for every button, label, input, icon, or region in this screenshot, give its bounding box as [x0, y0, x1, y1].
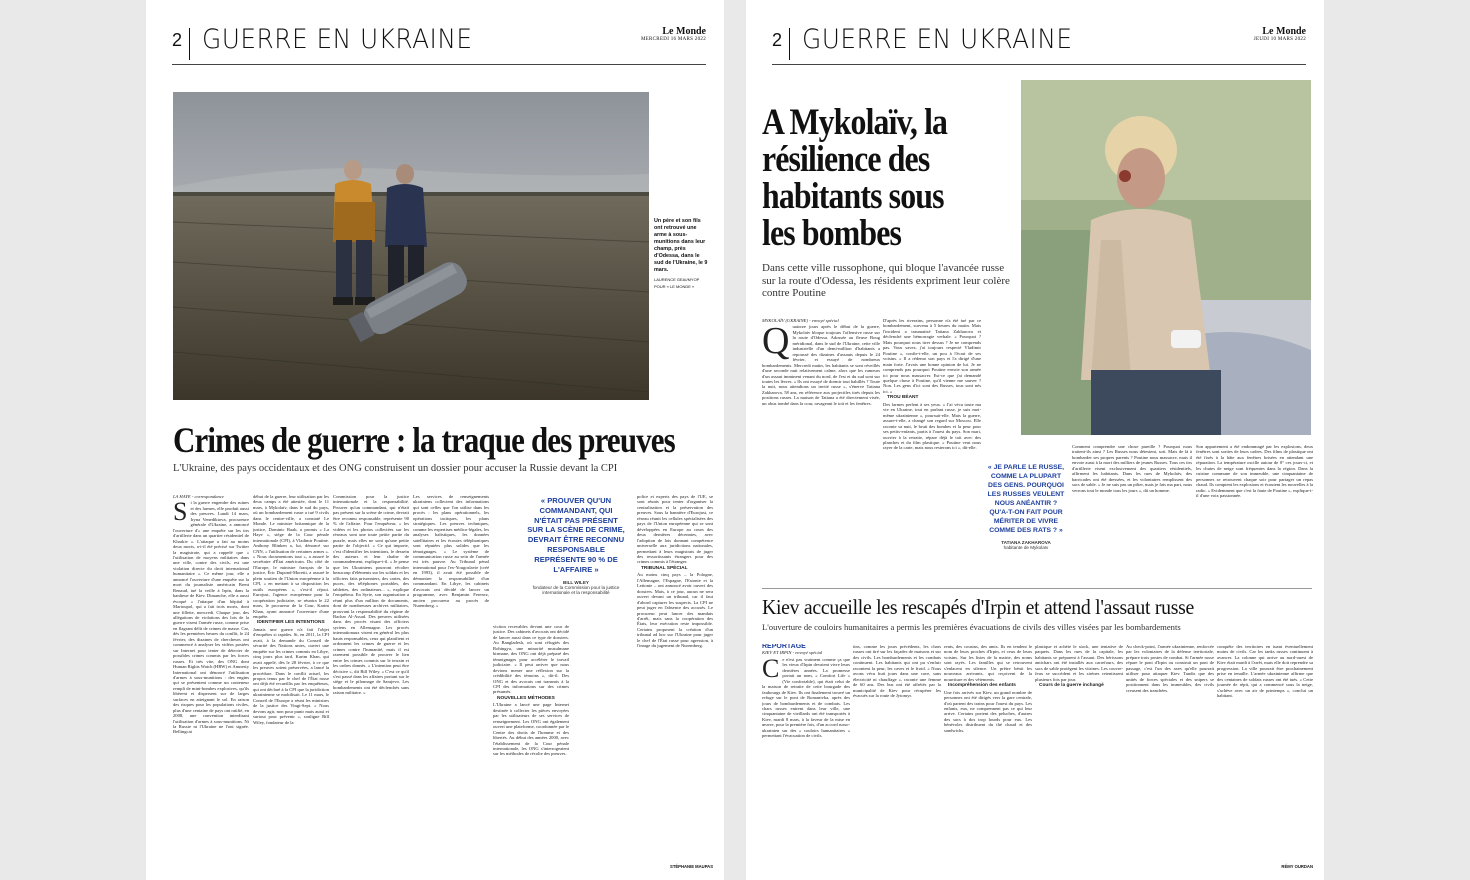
- body-text: e n'est pas vraiment comme ça que les vieux d'Irpin devaient vivre leurs dernières années. La promesse portait un nom, « Comfort Life » (Vie confortable), qui était celui de la maison de retraite de cette bourgade des faubourgs de Kiev. Ils ont finalement trouvé un refuge sur le pont de Romanivka, après des jours de bombardements et de combats. Les chars russes entrent dans leur ville, une cinquantaine de vieillards ont été transportés à Kiev, mardi 8 mars, à la faveur de la mise en œuvre, pour la première fois, d'un accord russo-ukrainien sur des « couloirs humanitaires » permettant l'évacuation de civils.: [762, 656, 850, 739]
- body-text: i la guerre engendre des ruines et des larmes, elle produit aussi des preuves. Lundi 14 mars, Iryna Venediktova, procureure générale d'Ukraine, a annoncé l'ouverture d'« une enquête sur les tirs d'artillerie dans un quartier résidentiel de Kharkiv ». L'attaque a fait au moins deux morts, a-t-il été précisé sur Twitter la magistrate, qui a rappelé que « l'utilisation de moyens militaires dans une ville, contre des civils, est une violation directe du droit international humanitaire ». Ce même jour, elle a annoncé l'ouverture d'une enquête sur la mort du journaliste américain Brent Renaud, tué la veille à Irpin, dans la banlieue de Kiev. Dimanche, elle a aussi évoqué « l'attaque d'un hôpital à Marioupol, qui a fait trois morts, dont une fillette, mercredi. Chaque jour, des allégations de violations des lois de la guerre visent l'armée russe, comme prise en flagrant délit de crimes de masse. Car, dès les premières heures du conflit, le 24 février, des dizaines de chercheurs ont commencé à analyser les vidéos postées sur Internet pour tenter de détecter de possibles crimes commis par les forces russes. Et très vite, des ONG dont Human Rights Watch (HRW) et Amnesty International ont dénoncé l'utilisation d'armes à sous-munitions : des engins qui se présentent comme un conteneur rempli de mini-bombes explosives, qu'ils libèrent et dispersent sur de larges surfaces en atteignant le sol. En raison des risques pour les populations civiles, plus d'une centaine de pays ont ratifié, en 2008, une convention interdisant l'utilisation d'armes à sous-munitions. Ni la Russie ni l'Ukraine ne l'ont signée. Bellingcat: [173, 500, 249, 735]
- column-1: [173, 494, 249, 866]
- body-text: Comment comprendre une chose pareille ? Pourquoi nous traitent-ils ainsi ? Les Russes nous détestent, soit. Mais de là à bombarder ses propres parents ? Poutine nous massacre, mais il envoie aussi à la mort des milliers de jeunes Russes. Tous ces tirs d'artillerie visent exclusivement des quartiers résidentiels, affirment les habitants. Dans les rues de Mykolaïv, des barricades ont été dressées, et les volontaires remplissent des sacs de sable. « Je ne suis pas un pilier, mais je fais ma part, nous verrons tout le monde tous les jours », dit un homme.: [1072, 444, 1192, 493]
- quote-author: BILL WILEY: [563, 580, 589, 586]
- drop-cap: C: [762, 653, 780, 683]
- body-text: Les services de renseignements ukrainiens collectent des informations qui sont celles que l'on utilise dans les procès : les plans opérationnels, les opérations tactiques, les plans stratégiques. Les preuves techniques, comme les expertises médico-légales, les analyses balistiques, les données satellitaires et les écoutes téléphoniques sont réputées plus solides que les témoignages. « Le système de communication russe au sein de l'armée est très pauvre. Au Tribunal pénal international pour l'ex-Yougoslavie (créé en 1993), il avait été possible de démontrer la responsabilité d'un commandant. En Libye, les cabinets d'avocats ont décidé de lancer un programme, avec Benjamin Ferencz, ancien procureur au procès de Nuremberg. »: [413, 494, 489, 609]
- body-text: police et experts des pays de l'UE, se sont réunis pour tenter d'organiser la centralisation et la préservation des preuves. Sous la bannière d'Eurojust, ce réseau réunit les cellules spécialisées des pays de l'Union européenne qui se sont développées en Europe au cours des deux dernières décennies, avec l'adoption de lois donnant compétence universelle aux juridictions nationales, permettant à leurs magistrats de juger des ressortissants étrangers pour des crimes commis à l'étranger.: [637, 494, 713, 565]
- pull-quote-text: « PROUVER QU'UN COMMANDANT, QUI N'ÉTAIT PAS PRÉSENT SUR LA SCÈNE DE CRIME, DEVRAIT ÊTRE RECONNU RESPONSABLE REPRÉSENTE 90 % DE L'AFFAIRE »: [527, 496, 625, 574]
- photo-caption: [654, 218, 710, 290]
- section-rubric: GUERRE EN UKRAINE: [802, 24, 1073, 55]
- pull-quote-text: « JE PARLE LE RUSSE, COMME LA PLUPART DES GENS. POURQUOI LES RUSSES VEULENT NOUS ANÉANTIR ? QU'A-T-ON FAIT POUR MÉRITER DE VIVRE COMME DES RATS ? »: [987, 464, 1065, 534]
- masthead-logo: Le Monde: [662, 26, 706, 37]
- dateline-text: LA HAYE - correspondance: [173, 494, 224, 499]
- body-text: Commission pour la justice internationale et la responsabilité. Prouver qu'un commandant, qui n'était pas présent sur la scène de crime, devrait être reconnu responsable, représente 90 % de l'affaire. Pour l'enquêteur, « les vidéos et les photos collectées sur les réseaux sont une toute petite partie du puzzle, mais elles ne sont qu'une petite partie de l'objectif. » Ce qui importe, c'est d'identifier les intentions, le dessein des auteurs et leur chaîne de commandement, explique-t-il. « Je pense que les Ukrainiens pourront récolter beaucoup d'éléments sur les soldats et les officiers faits prisonniers, des cartes, des puces, des téléphones portables, des tablettes, des ordinateurs... », explique l'enquêteur. En Syrie, son organisation a réuni plus d'un million de documents, dont de nombreuses archives militaires, prouvant la responsabilité du régime de Bachar Al-Assad. Des preuves utilisées dans des procès visant des officiers syriens en Allemagne. Les procès internationaux visent en général les plus hauts responsables, ceux qui planifient et ordonnent les crimes de guerre et les crimes contre l'humanité, mais il est rarement possible de prouver le lien entre les crimes commis sur le terrain et les ordres donnés. « L'intention peut être décisive », dit Bill Wiley. « C'est ce qu'il s'est passé dans les affaires portant sur le siège et le pilonnage de Sarajevo. Les bombardements ont été déclenchés sans raison militaire. »: [333, 494, 409, 696]
- column-3: [333, 494, 409, 866]
- quote-author-role: habitante de Mykolaïv: [1003, 545, 1049, 550]
- body-text: Jamais une guerre n'a fait l'objet d'enquêtes si rapides. Si, en 2011, la CPI avait, à la demande du Conseil de sécurité des Nations unies, ouvert une enquête sur les crimes commis en Libye, cinq jours plus tard, Karim Khan, qui avait appelé, dès le 28 février, à ce que les preuves soient préservées, a lancé la procédure. Dans le conflit actuel, les propos tenus par le chef de l'État russe ont déjà été recueillis par les enquêteurs, qui ont déclaré à la CPI que la juridiction ukrainienne se mobilisait. Le 11 mars, le Conseil de l'Europe a réuni les ministres de la justice des Vingt-Sept. « Nous devons agir, non pour punir mais aussi et surtout pour prévenir », souligne Bill Wiley, fondateur de la: [253, 626, 329, 725]
- header-separator: [789, 28, 790, 60]
- column-4: [1072, 444, 1192, 580]
- section-rubric: GUERRE EN UKRAINE: [202, 24, 473, 55]
- left-page: [146, 0, 724, 880]
- byline: STÉPHANIE MAUPAS: [670, 864, 713, 869]
- dateline-text: KIEV ET IRPIN - envoyé spécial: [762, 650, 823, 656]
- body-text: début de la guerre, leur utilisation par les deux camps a été attestée, dont le 11 mars, à Mykolaïv, dans le sud du pays, où un bombardement russe a tué 9 civils dans le centre-ville, a constaté Le Monde. Le ministre britannique de la justice, Dominic Raab, a promis « La Haye », siège de la Cour pénale internationale (CPI), à Vladimir Poutine. Anthony Blinken a, lui, dénoncé sur CNN, « l'utilisation de certaines armes ». « Nous documentons tout », a assuré le secrétaire d'État américain. Du côté de l'Europe, le ministre français de la justice, Éric Dupond-Moretti, a assuré le plein soutien de l'Union européenne à la CPI, « en mettant à sa disposition les outils européens », s'est-il réjoui. Eurojust, l'agence européenne pour la coopération judiciaire, se réunira le 22 mars, le procureur de la Cour, Karim Khan, ayant annoncé l'ouverture d'une enquête.: [253, 494, 329, 619]
- masthead: [1254, 26, 1306, 42]
- column-4b: [493, 624, 569, 866]
- column-2: [883, 318, 981, 580]
- issue-date: JEUDI 10 MARS 2022: [1253, 37, 1306, 42]
- pull-quote: [986, 463, 1066, 550]
- body-text: plastique et achète le stock, une tentative de paquets. Dans les rues de la capitale, les habitants se préparent à l'assaut. Des hérissons antichars ont été installés aux carrefours, des sacs de sable protègent les vitrines. Les couvre-feux se succèdent et les sirènes retentissent plusieurs fois par jour.: [1035, 644, 1123, 682]
- body-text: tins, comme les jours précédents, les chars russes ont tiré sur les façades de maisons et sur des civils. Les bombardements et les combats continuent. Les habitants qui ont pu s'enfuir racontent la peur, les caves et le froid. « Nous avons vécu huit jours dans une cave, sans électricité ni chauffage », raconte une femme de 60 ans. Des bus ont été affrétés par la municipalité de Kiev pour récupérer les évacués sur la route de Jytomyr.: [853, 644, 941, 699]
- column-1: [762, 318, 880, 458]
- field-photo: [173, 92, 649, 400]
- dateline: [762, 650, 850, 655]
- body-text: conquête des territoires en tuant éventuellement moins de civils. Car les tanks russes continuent à avancer. La colonne qui arrive au nord-ouest de Kiev était mardi à l'arrêt, mais elle doit reprendre sa progression. La ville pourrait être prochainement prise en tenaille. L'armée ukrainienne affirme que des centaines de soldats russes ont été tués. « Cette journée de répit, qui a commencé sous la neige, s'achève avec un air de printemps », conclut un habitant.: [1217, 644, 1313, 699]
- headline-2: Kiev accueille les rescapés d'Irpin et attend l'assaut russe: [762, 595, 1194, 619]
- page-header: [772, 24, 1306, 65]
- body-text: Des larmes perlent à ses yeux. « J'ai vécu toute ma vie en Ukraine, tout en parlant russe, je suis moi-même ukrainienne », poursuit-elle. Mais la guerre, assure-t-elle, a changé son regard sur Moscou. Elle raconte sa nuit, le bruit des bombes et la peur pour ses petits-enfants, partis à l'ouest du pays. Son mari, ouvrier à la retraite, répare déjà le toit avec des planches et du film plastique. « Poutine veut nous rayer de la carte, mais nous resterons ici », dit-elle.: [883, 401, 981, 451]
- article2-column-2: [853, 644, 941, 866]
- section-divider: [762, 588, 1312, 589]
- dateline-text: MYKOLAÏV (UKRAINE) - envoyé spécial: [762, 318, 839, 323]
- pull-quote: [526, 496, 626, 595]
- body-text: rents, des cousins, des amis. Ils en tendent le nom de leurs proches d'Irpin, et ceux de leurs voisins. Sur les listes de la mairie, des noms sont rayés. Les familles qui se retrouvent s'enlacent en silence. Un prêtre bénit les nouveaux arrivants, qui reçoivent de la nourriture et des vêtements.: [944, 644, 1032, 682]
- drop-cap: Q: [762, 320, 790, 363]
- woman-photo: [1021, 80, 1311, 435]
- issue-date: MERCREDI 16 MARS 2022: [640, 37, 706, 42]
- byline: RÉMY OURDAN: [1281, 864, 1313, 869]
- standfirst: L'Ukraine, des pays occidentaux et des ONG construisent un dossier pour accuser la Russie devant la CPI: [173, 463, 618, 474]
- subheading: Cours de la guerre inchangé: [1039, 683, 1104, 689]
- article2-column-4: [1035, 644, 1123, 866]
- masthead: [641, 26, 706, 42]
- header-separator: [189, 28, 190, 60]
- subheading: IDENTIFIER LES INTENTIONS: [257, 620, 325, 626]
- subheading: NOUVELLES MÉTHODES: [497, 695, 555, 701]
- body-text: viction recevables devant une cour de justice. Des cabinets d'avocats ont décidé de lancer aussi dans ce type de dossiers. Au Bangladesh, où sont réfugiés des Rohingya, une minorité musulmane birmane, des ONG ont déjà préparé des témoignages pour accélérer le travail judiciaire. « Il peut arriver que nous devions mener une réflexion sur la crédibilité des témoins », dit-il. Des ONG et des avocats ont transmis à la CPI des informations sur des crimes présumés.: [493, 624, 569, 695]
- dateline: [762, 318, 880, 323]
- column-2: [253, 494, 329, 866]
- headline: Crimes de guerre : la traque des preuves: [173, 420, 675, 460]
- standfirst: Dans cette ville russophone, qui bloque l'avancée russe sur la route d'Odessa, les résidents expriment leur colère contre Poutine: [762, 262, 1010, 299]
- page-number: 2: [172, 30, 183, 50]
- subheading: Incompréhension des enfants: [948, 683, 1016, 689]
- photo-caption-text: Un père et son fils ont retrouvé une arme à sous-munitions dans leur champ, près d'Odessa, dans le sud de l'Ukraine, le 9 mars.: [654, 218, 708, 273]
- reportage-tag: REPORTAGE: [762, 644, 806, 650]
- right-page: [746, 0, 1324, 880]
- column-4: [413, 494, 489, 866]
- article2-column-3: [944, 644, 1032, 866]
- drop-cap: S: [173, 497, 188, 527]
- body-text: D'après les riverains, personne n'a été tué par ce bombardement, survenu à 5 heures du matin. Mais l'incident a traumatisé Tatiana Zakharova et déclenché une hémorragie verbale. « Pourquoi ? Mais pourquoi nous tirer dessus ? Je ne comprends pas. Vous savez, j'ai toujours respecté Vladimir Poutine », confie-t-elle, un pou à l'écart de ses voisins. « Il a rédemo son pays et l'a dirigé d'une main forte. J'avais une bonne opinion de lui. Je ne comprends pas pourquoi Poutine envoie son armée ici pour nous massacrer. Est-ce que j'ai demandé quelque chose à Poutine, qu'il vienne me sauver ? Non. Les gens d'ici sont des Russes, tous sont nés ici. »: [883, 318, 981, 394]
- quote-author: TATIANA ZAKHAROVA: [1001, 540, 1051, 545]
- body-text: Au check-point, l'armée ukrainienne, renforcée par les volontaires de la défense territoriale, prépare trois postes de combat. Si l'armée russe répare le pont d'Irpin ou construit un pont de passage, c'est l'un des axes qu'elle pourrait utiliser pour attaquer Kiev. Tandis que des unités de forces spéciales et des snipers se positionnent dans les immeubles, des civils creusent des tranchées.: [1126, 644, 1214, 693]
- quote-author-role: fondateur de la Commission pour la justice internationale et la responsabilité: [532, 585, 620, 596]
- article2-column-5: [1126, 644, 1214, 866]
- page-header: [172, 24, 706, 65]
- body-text: L'Ukraine a lancé une page Internet destinée à collecter les pièces envoyées par les utilisateurs de ses services de renseignement. Les ONG ont également ouvert une plateforme, coordonnée par le Centre des droits de l'homme et des libertés. Au début des années 2000, avec l'établissement de la Cour pénale internationale, les ONG s'interrogeaient sur les méthodes de récolte des preuves.: [493, 702, 569, 757]
- masthead-logo: Le Monde: [1262, 26, 1306, 37]
- standfirst-2: L'ouverture de couloirs humanitaires a permis les premières évacuations de civils des villes visées par les bombardements: [762, 622, 1181, 632]
- column-5: [1196, 444, 1313, 580]
- body-text: Au moins cinq pays – la Pologne, l'Allemagne, l'Espagne, l'Estonie et la Lettonie – ont annoncé avoir ouvert des dossiers. Mais, à ce jour, aucun ne sera ouvert devant un tribunal, car il faut d'abord capturer les suspects. La CPI ne peut juger en l'absence des accusés. Le procureur peut lancer des mandats d'arrêt, mais sans la coopération des États, leur exécution reste impossible. Certains proposent la création d'un tribunal ad hoc sur l'Ukraine pour juger le chef de l'État russe pour agression, à l'image du jugement de Nuremberg.: [637, 572, 713, 649]
- photo-credit: LAURENCE GEAI/MYOP POUR « LE MONDE »: [654, 277, 700, 289]
- column-5: [637, 494, 713, 859]
- body-text: Une fois arrivés sur Kiev, un grand nombre de personnes ont été dirigés vers la gare centrale, d'où partent des trains pour l'ouest du pays. Les enfants, eux, ne comprennent pas ce qui leur arrive. Certains portent des peluches, d'autres des sacs à dos trop lourds pour eux. Les bénévoles distribuent du thé chaud et des sandwichs.: [944, 689, 1032, 733]
- body-text: uatorze jours après le début de la guerre, Mykolaïv bloque toujours l'offensive russe sur la route d'Odessa. Adossée au fleuve Boug méridional, dans le sud de l'Ukraine, cette ville industrielle d'un demi-million d'habitants a repoussé des dizaines d'assauts depuis le 24 février, et essuyé de nombreux bombardements. Mercredi matin, les habitants se sont réveillés d'une seconde nuit relativement calme, alors que les rumeurs d'un assaut imminent venant du nord, de l'est et du sud sont sur toutes les lèvres. « Ils ont essayé de dormir tout habillés ? Toute la nuit, nous attendions un invité russe », s'énerve Tatiana Zakharova, 58 ans, en référence aux projectiles tirés depuis les positions russes. La maison de Tatiana a été directement visée, un obus tombé dans la cour, ravageant le toit et les fenêtres.: [762, 324, 880, 406]
- dateline: [173, 494, 249, 499]
- subheading: TROU BÉANT: [887, 395, 919, 401]
- article2-column-6: [1217, 644, 1313, 858]
- subheading: TRIBUNAL SPÉCIAL: [641, 565, 688, 571]
- body-text: Son appartement a été endommagé par les explosions, deux fenêtres sont sorties de leurs cadres. Des films de plastique ont été fixés à la hâte aux fenêtres brisées en attendant une réparation. La température oscille autour de 0° ces jours-ci, et les chutes de neige sont fréquentes dans la région. Dans la cuisine commune de son immeuble, une cinquantaine de personnes se retrouvent chaque soir pour partager un repas chaud. Ils comptent les explosions et écoutent les nouvelles à la radio. « Evidemment que c'est la faute de Poutine », explique-t-il d'une voix passionnée.: [1196, 444, 1313, 499]
- woman-photo-image: [1021, 80, 1311, 435]
- article2-column-1: [762, 644, 850, 866]
- field-photo-image: [173, 92, 649, 400]
- page-number: 2: [772, 30, 783, 50]
- headline: A Mykolaïv, la résilience des habitants sous les bombes: [762, 102, 948, 254]
